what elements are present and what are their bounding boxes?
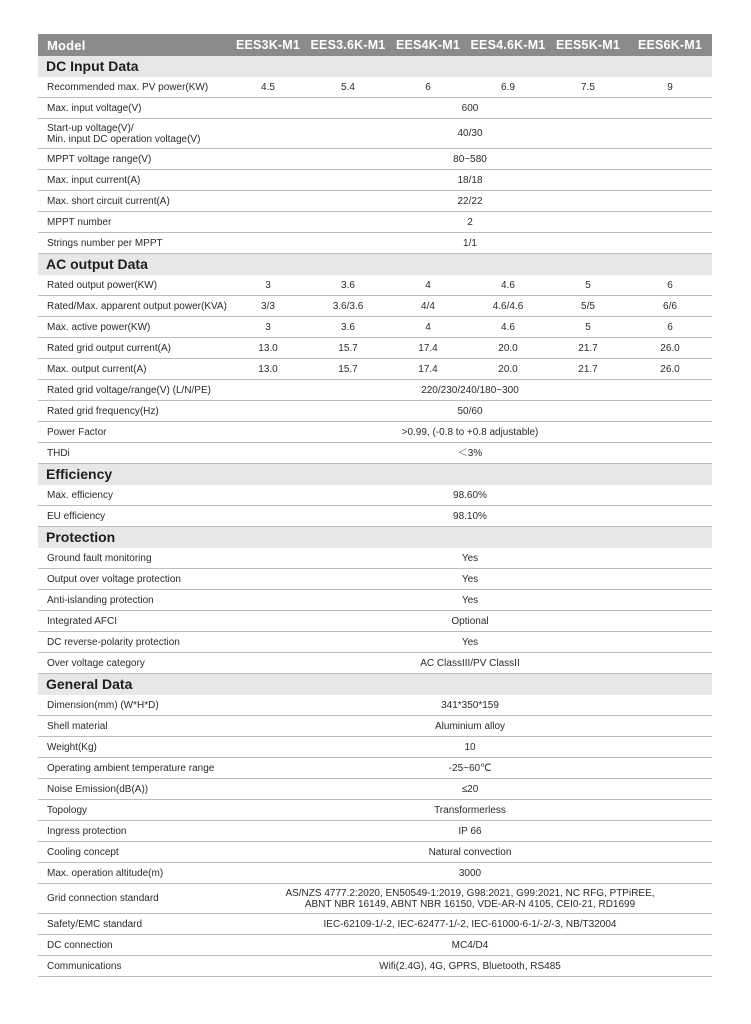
spec-value: 6 (388, 77, 468, 98)
spec-row (38, 653, 712, 674)
spec-row (38, 884, 712, 914)
spec-row (38, 863, 712, 884)
spec-value: 20.0 (468, 338, 548, 359)
spec-value: Yes (228, 632, 712, 653)
spec-value: 3.6/3.6 (308, 296, 388, 317)
model-name: EES3.6K-M1 (308, 34, 388, 56)
spec-row (38, 842, 712, 863)
spec-row (38, 758, 712, 779)
spec-row (38, 170, 712, 191)
spec-value: 4 (388, 317, 468, 338)
spec-value: 15.7 (308, 359, 388, 380)
spec-label: Max. efficiency (38, 485, 228, 506)
spec-value: Yes (228, 590, 712, 611)
spec-label: EU efficiency (38, 506, 228, 527)
spec-row (38, 380, 712, 401)
spec-label: Max. active power(KW) (38, 317, 228, 338)
section-header-ac-output-data (38, 254, 712, 276)
spec-row (38, 506, 712, 527)
spec-label: MPPT number (38, 212, 228, 233)
spec-label: Shell material (38, 716, 228, 737)
spec-table-body (38, 34, 712, 977)
spec-value: Wifi(2.4G), 4G, GPRS, Bluetooth, RS485 (228, 956, 712, 977)
spec-value: AC ClassIII/PV ClassII (228, 653, 712, 674)
spec-row (38, 119, 712, 149)
spec-value: AS/NZS 4777.2:2020, EN50549-1:2019, G98:2021, G99:2021, NC RFG, PTPiREE, ABNT NBR 16149, ABNT NBR 16150, VDE-AR-N 4105, CEI0-21, RD1699 (228, 884, 712, 914)
spec-value: MC4/D4 (228, 935, 712, 956)
spec-row (38, 191, 712, 212)
spec-value: 220/230/240/180~300 (228, 380, 712, 401)
spec-value: 9 (628, 77, 712, 98)
spec-row (38, 443, 712, 464)
spec-label: Anti-islanding protection (38, 590, 228, 611)
spec-label: Cooling concept (38, 842, 228, 863)
spec-row (38, 779, 712, 800)
spec-label: Topology (38, 800, 228, 821)
spec-row (38, 338, 712, 359)
spec-value: 21.7 (548, 359, 628, 380)
section-title: AC output Data (38, 254, 712, 276)
spec-row (38, 548, 712, 569)
spec-row (38, 716, 712, 737)
spec-value: 4.5 (228, 77, 308, 98)
spec-row (38, 296, 712, 317)
spec-table (38, 34, 712, 977)
spec-value: 98.60% (228, 485, 712, 506)
spec-value: 80~580 (228, 149, 712, 170)
spec-value: 5/5 (548, 296, 628, 317)
spec-value: ≤20 (228, 779, 712, 800)
spec-row (38, 212, 712, 233)
spec-value: 5.4 (308, 77, 388, 98)
spec-row (38, 737, 712, 758)
spec-label: Over voltage category (38, 653, 228, 674)
spec-row (38, 632, 712, 653)
spec-value: 10 (228, 737, 712, 758)
spec-row (38, 401, 712, 422)
spec-row (38, 611, 712, 632)
model-name: EES4K-M1 (388, 34, 468, 56)
spec-row (38, 821, 712, 842)
spec-label: Grid connection standard (38, 884, 228, 914)
spec-label: Rated grid frequency(Hz) (38, 401, 228, 422)
spec-value: 3.6 (308, 317, 388, 338)
spec-label: Max. input voltage(V) (38, 98, 228, 119)
spec-value: 26.0 (628, 338, 712, 359)
spec-value: 15.7 (308, 338, 388, 359)
spec-label: MPPT voltage range(V) (38, 149, 228, 170)
section-header-dc-input-data (38, 56, 712, 77)
spec-value: 20.0 (468, 359, 548, 380)
spec-value: 7.5 (548, 77, 628, 98)
spec-row (38, 149, 712, 170)
spec-label: Integrated AFCI (38, 611, 228, 632)
spec-label: Safety/EMC standard (38, 914, 228, 935)
spec-label: Start-up voltage(V)/ Min. input DC operation voltage(V) (38, 119, 228, 149)
spec-value: Natural convection (228, 842, 712, 863)
spec-value: 1/1 (228, 233, 712, 254)
spec-label: Strings number per MPPT (38, 233, 228, 254)
spec-row (38, 77, 712, 98)
spec-label: Max. output current(A) (38, 359, 228, 380)
model-name: EES6K-M1 (628, 34, 712, 56)
spec-value: 5 (548, 275, 628, 296)
spec-value: 6.9 (468, 77, 548, 98)
spec-row (38, 590, 712, 611)
spec-label: Power Factor (38, 422, 228, 443)
spec-sheet (38, 34, 712, 977)
spec-value: 21.7 (548, 338, 628, 359)
spec-value: 6 (628, 275, 712, 296)
spec-row (38, 275, 712, 296)
spec-row (38, 98, 712, 119)
spec-value: 3.6 (308, 275, 388, 296)
spec-value: 3000 (228, 863, 712, 884)
spec-label: THDi (38, 443, 228, 464)
spec-label: Recommended max. PV power(KW) (38, 77, 228, 98)
spec-value: 4.6 (468, 317, 548, 338)
spec-label: Max. operation altitude(m) (38, 863, 228, 884)
spec-row (38, 422, 712, 443)
spec-value: 98.10% (228, 506, 712, 527)
spec-row (38, 956, 712, 977)
spec-row (38, 569, 712, 590)
spec-value: 3 (228, 275, 308, 296)
spec-value: 22/22 (228, 191, 712, 212)
model-name: EES5K-M1 (548, 34, 628, 56)
spec-value: Yes (228, 569, 712, 590)
header-row (38, 34, 712, 56)
spec-row (38, 935, 712, 956)
spec-row (38, 695, 712, 716)
spec-label: Weight(Kg) (38, 737, 228, 758)
spec-label: Rated grid output current(A) (38, 338, 228, 359)
spec-label: Noise Emission(dB(A)) (38, 779, 228, 800)
spec-label: Max. input current(A) (38, 170, 228, 191)
spec-value: 17.4 (388, 359, 468, 380)
spec-value: 4/4 (388, 296, 468, 317)
spec-label: DC reverse-polarity protection (38, 632, 228, 653)
spec-value: 50/60 (228, 401, 712, 422)
spec-value: -25~60℃ (228, 758, 712, 779)
spec-value: Yes (228, 548, 712, 569)
spec-value: 3/3 (228, 296, 308, 317)
spec-label: Ingress protection (38, 821, 228, 842)
spec-value: ＜3% (228, 443, 712, 464)
section-header-general-data (38, 674, 712, 696)
spec-label: Output over voltage protection (38, 569, 228, 590)
spec-row (38, 485, 712, 506)
spec-label: Rated grid voltage/range(V) (L/N/PE) (38, 380, 228, 401)
section-title: DC Input Data (38, 56, 712, 77)
spec-label: DC connection (38, 935, 228, 956)
spec-value: 341*350*159 (228, 695, 712, 716)
spec-label: Rated/Max. apparent output power(KVA) (38, 296, 228, 317)
spec-label: Ground fault monitoring (38, 548, 228, 569)
spec-value: 4.6 (468, 275, 548, 296)
section-header-protection (38, 527, 712, 549)
spec-row (38, 359, 712, 380)
spec-value: IEC-62109-1/-2, IEC-62477-1/-2, IEC-61000-6-1/-2/-3, NB/T32004 (228, 914, 712, 935)
spec-value: Aluminium alloy (228, 716, 712, 737)
spec-value: 17.4 (388, 338, 468, 359)
section-title: Efficiency (38, 464, 712, 486)
spec-label: Operating ambient temperature range (38, 758, 228, 779)
spec-value: >0.99, (-0.8 to +0.8 adjustable) (228, 422, 712, 443)
section-title: Protection (38, 527, 712, 549)
spec-value: 13.0 (228, 359, 308, 380)
spec-label: Dimension(mm) (W*H*D) (38, 695, 228, 716)
spec-label: Rated output power(KW) (38, 275, 228, 296)
spec-value: 6 (628, 317, 712, 338)
model-header-label: Model (38, 34, 228, 56)
spec-value: 3 (228, 317, 308, 338)
spec-row (38, 800, 712, 821)
spec-value: 6/6 (628, 296, 712, 317)
spec-value: 18/18 (228, 170, 712, 191)
model-name: EES3K-M1 (228, 34, 308, 56)
spec-row (38, 914, 712, 935)
spec-row (38, 317, 712, 338)
spec-value: 4 (388, 275, 468, 296)
spec-label: Max. short circuit current(A) (38, 191, 228, 212)
spec-label: Communications (38, 956, 228, 977)
spec-value: 13.0 (228, 338, 308, 359)
spec-value: 5 (548, 317, 628, 338)
spec-value: Optional (228, 611, 712, 632)
spec-value: 26.0 (628, 359, 712, 380)
model-name: EES4.6K-M1 (468, 34, 548, 56)
spec-value: 2 (228, 212, 712, 233)
spec-value: 40/30 (228, 119, 712, 149)
spec-value: IP 66 (228, 821, 712, 842)
spec-value: Transformerless (228, 800, 712, 821)
spec-value: 600 (228, 98, 712, 119)
spec-row (38, 233, 712, 254)
section-title: General Data (38, 674, 712, 696)
spec-value: 4.6/4.6 (468, 296, 548, 317)
section-header-efficiency (38, 464, 712, 486)
